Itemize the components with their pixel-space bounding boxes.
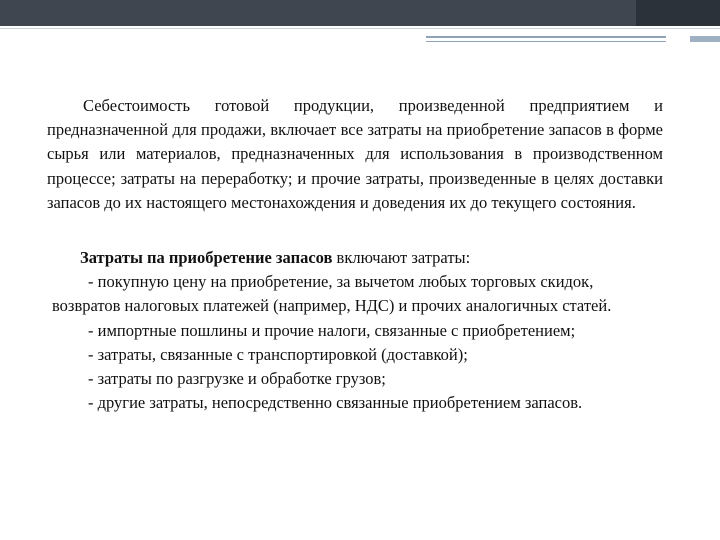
list-item: - затраты, связанные с транспортировкой (доставкой); xyxy=(88,344,468,364)
decorative-rule-thin xyxy=(426,41,666,42)
list-item: - покупную цену на приобретение, за вычетом любых торговых скидок, возвратов налоговых платежей (например, НДС) и прочих аналогичных статей. xyxy=(52,272,612,316)
slide-top-bar xyxy=(0,0,720,26)
decorative-rule xyxy=(426,36,666,38)
header-divider xyxy=(0,28,720,29)
acquisition-costs-heading-rest: включают затраты: xyxy=(332,248,471,267)
acquisition-costs-term: Затраты па приобретение запасов xyxy=(80,248,333,267)
acquisition-costs-section xyxy=(52,246,652,415)
list-item: - затраты по разгрузке и обработке грузов; xyxy=(88,369,386,389)
slide-top-bar-accent xyxy=(636,0,720,26)
list-item: - другие затраты, непосредственно связанные приобретением запасов. xyxy=(88,393,583,413)
acquisition-costs-heading xyxy=(52,246,652,270)
list-item: - импортные пошлины и прочие налоги, связанные с приобретением; xyxy=(88,320,576,340)
decorative-rule-tail xyxy=(690,36,720,42)
cost-definition-paragraph: Себестоимость готовой продукции, произведенной предприятием и предназначенной для продажи, включает все затраты на приобретение запасов в форме сырья или материалов, предназначенных для использования в производственном процессе; затраты на переработку; и прочие затраты, произведенные в целях доставки запасов до их настоящего местонахождения и доведения их до текущего состояния. xyxy=(47,96,663,212)
